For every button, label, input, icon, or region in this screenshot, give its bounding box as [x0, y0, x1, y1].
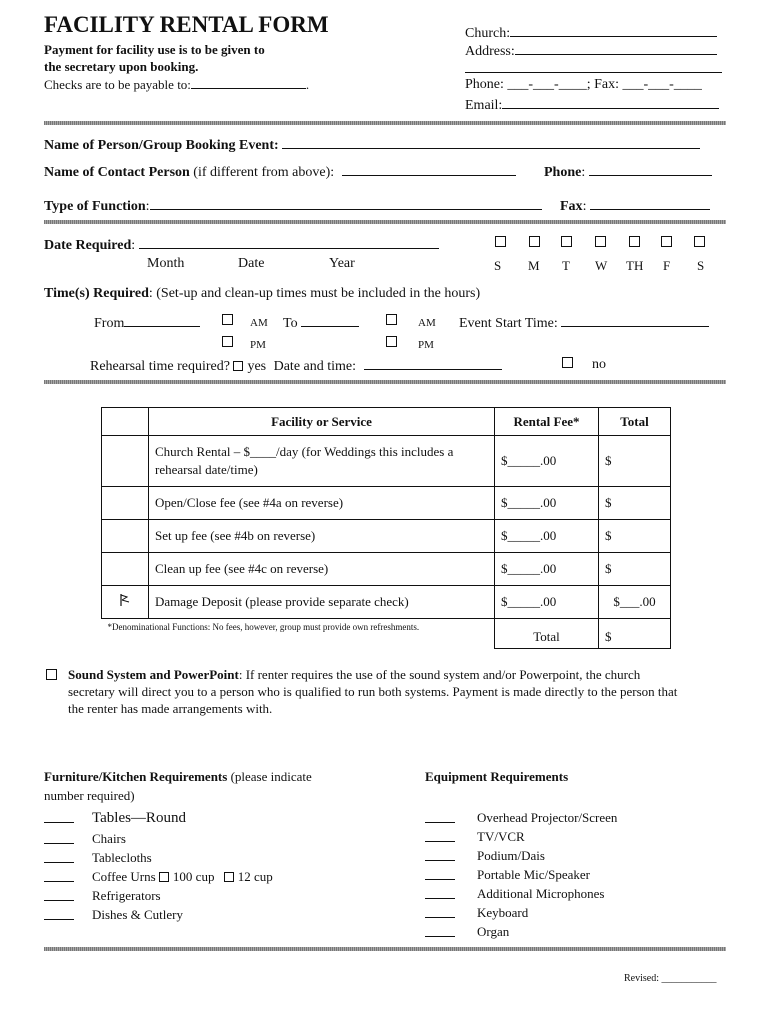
total-cell[interactable]: $___.00 [599, 586, 671, 619]
day-label-wednesday: W [595, 258, 608, 273]
table-row [102, 520, 671, 553]
from-am-label: AM [250, 317, 268, 329]
equipment-qty-podium[interactable] [425, 860, 455, 861]
table-row [102, 436, 671, 487]
table-cell [102, 436, 149, 487]
contact-phone-line: Phone: [544, 163, 712, 181]
sound-system-text: : If renter requires the use of the sound system and/or Powerpoint, the church [238, 667, 641, 682]
day-checkbox-thursday[interactable] [629, 236, 640, 247]
table-cell [102, 586, 149, 619]
date-required-field[interactable] [139, 236, 439, 249]
checks-payable-field[interactable] [191, 76, 306, 89]
month-caption: Month [147, 256, 185, 271]
email-label: Email: [465, 98, 503, 113]
person-group-line: Name of Person/Group Booking Event: [44, 136, 700, 154]
fees-footnote: *Denominational Functions: No fees, however, group must provide own refreshments. [107, 622, 420, 632]
furniture-qty-coffee-urns[interactable] [44, 881, 74, 882]
table-header-cell: Total [599, 408, 671, 436]
from-am-checkbox[interactable] [222, 314, 233, 325]
furniture-item-tablecloths: Tablecloths [92, 850, 152, 865]
grand-total-cell[interactable]: $ [599, 619, 671, 649]
table-cell [102, 553, 149, 586]
revised-note: Revised: ___________ [624, 973, 717, 984]
day-label-friday: F [663, 258, 671, 273]
total-cell[interactable]: $ [599, 553, 671, 586]
total-label: Total [495, 619, 599, 649]
rehearsal-no-label: no [592, 357, 606, 372]
contact-person-line [44, 163, 516, 181]
fax-field[interactable] [590, 197, 710, 210]
church-phone-fax[interactable]: Phone: ___-___-____; Fax: ___-___-____ [465, 77, 702, 92]
sound-system-line1 [68, 667, 640, 683]
furniture-qty-refrigerators[interactable] [44, 900, 74, 901]
equipment-title: Equipment Requirements [425, 769, 569, 784]
service-cell: Damage Deposit (please provide separate check) [149, 586, 495, 619]
contact-phone-label: Phone [544, 165, 582, 180]
church-line [465, 24, 717, 42]
equipment-qty-projector[interactable] [425, 822, 455, 823]
coffee-urns-line [92, 869, 273, 885]
furniture-title-note: (please indicate [227, 769, 312, 784]
urn-12-checkbox[interactable] [224, 872, 234, 882]
function-type-label: Type of Function [44, 199, 146, 214]
form-title: FACILITY RENTAL FORM [44, 12, 329, 37]
equipment-qty-microphones[interactable] [425, 898, 455, 899]
from-label: From [94, 316, 125, 331]
furniture-qty-chairs[interactable] [44, 843, 74, 844]
fee-cell[interactable]: $_____.00 [495, 436, 599, 487]
service-cell: Clean up fee (see #4c on reverse) [149, 553, 495, 586]
total-cell[interactable]: $ [599, 520, 671, 553]
service-cell: Set up fee (see #4b on reverse) [149, 520, 495, 553]
rehearsal-date-time-field[interactable] [364, 357, 502, 370]
furniture-qty-dishes[interactable] [44, 919, 74, 920]
total-cell[interactable]: $ [599, 436, 671, 487]
fax-line: Fax: [560, 197, 710, 215]
equipment-item-keyboard: Keyboard [477, 905, 529, 920]
furniture-item-tables: Tables—Round [92, 810, 186, 826]
event-start-label: Event Start Time: [459, 316, 558, 331]
table-row [102, 487, 671, 520]
total-cell[interactable]: $ [599, 487, 671, 520]
day-checkbox-monday[interactable] [529, 236, 540, 247]
equipment-qty-mic[interactable] [425, 879, 455, 880]
equipment-item-projector: Overhead Projector/Screen [477, 810, 618, 825]
to-label: To [283, 316, 298, 331]
from-pm-checkbox[interactable] [222, 336, 233, 347]
checks-payable-label: Checks are to be payable to: [44, 77, 191, 92]
date-caption: Date [238, 256, 265, 271]
day-checkbox-sunday[interactable] [495, 236, 506, 247]
to-pm-label: PM [418, 339, 434, 351]
checks-period: . [305, 77, 310, 92]
contact-person-note: (if different from above): [189, 165, 335, 180]
day-checkbox-friday[interactable] [661, 236, 672, 247]
urn-100-label: 100 cup [172, 869, 215, 884]
fee-cell[interactable]: $_____.00 [495, 586, 599, 619]
email-field[interactable] [502, 96, 719, 109]
service-cell: Open/Close fee (see #4a on reverse) [149, 487, 495, 520]
equipment-item-podium: Podium/Dais [477, 848, 545, 863]
furniture-item-chairs: Chairs [92, 831, 126, 846]
to-pm-checkbox[interactable] [386, 336, 397, 347]
email-line [465, 96, 719, 114]
furniture-qty-tables[interactable] [44, 822, 74, 823]
furniture-item-refrigerators: Refrigerators [92, 888, 161, 903]
equipment-qty-tv[interactable] [425, 841, 455, 842]
fee-cell[interactable]: $_____.00 [495, 520, 599, 553]
table-header-cell [102, 408, 149, 436]
furniture-title-line [44, 769, 312, 785]
times-required-label: Time(s) Required [44, 286, 149, 301]
equipment-item-organ: Organ [477, 924, 510, 939]
furniture-item-coffee-urns: Coffee Urns [92, 869, 156, 884]
day-label-monday: M [528, 258, 540, 273]
to-line [283, 314, 359, 332]
from-field[interactable] [124, 314, 200, 327]
function-type-field[interactable] [150, 197, 542, 210]
person-group-field[interactable] [282, 136, 700, 149]
table-header-cell: Facility or Service [149, 408, 495, 436]
urn-100-checkbox[interactable] [159, 872, 169, 882]
rehearsal-yes-label: yes [247, 359, 267, 374]
address-line [465, 42, 717, 60]
from-line [94, 314, 200, 332]
furniture-item-dishes: Dishes & Cutlery [92, 907, 183, 922]
urn-12-label: 12 cup [237, 869, 273, 884]
table-cell [102, 520, 149, 553]
divider [44, 220, 726, 224]
person-group-label: Name of Person/Group Booking Event [44, 138, 274, 153]
year-caption: Year [329, 256, 355, 271]
times-required-note: : (Set-up and clean-up times must be included in the hours) [148, 286, 481, 301]
flag-icon [118, 593, 132, 607]
divider [44, 121, 726, 125]
times-required-line [44, 286, 480, 302]
rehearsal-no-checkbox[interactable] [562, 357, 573, 368]
event-start-line [459, 314, 709, 332]
sound-system-line3: the renter has made arrangements with. [68, 701, 273, 716]
church-field[interactable] [510, 24, 717, 37]
to-field[interactable] [301, 314, 359, 327]
payment-note-line1: Payment for facility use is to be given to [44, 42, 265, 57]
divider [44, 947, 726, 951]
equipment-item-mic: Portable Mic/Speaker [477, 867, 590, 882]
date-required-line: Date Required: [44, 236, 439, 254]
sound-system-checkbox[interactable] [46, 669, 57, 680]
day-checkbox-saturday[interactable] [694, 236, 705, 247]
equipment-qty-keyboard[interactable] [425, 917, 455, 918]
fee-cell[interactable]: $_____.00 [495, 487, 599, 520]
contact-person-field[interactable] [342, 163, 516, 176]
sound-system-title: Sound System and PowerPoint [68, 667, 239, 682]
contact-person-label: Name of Contact Person [44, 165, 190, 180]
rehearsal-date-time-label: Date and time: [273, 359, 357, 374]
day-label-saturday: S [697, 258, 705, 273]
equipment-item-microphones: Additional Microphones [477, 886, 605, 901]
fee-cell[interactable]: $_____.00 [495, 553, 599, 586]
table-total-row [102, 619, 671, 649]
address-field-line2[interactable] [465, 72, 722, 73]
furniture-title: Furniture/Kitchen Requirements [44, 769, 228, 784]
day-label-thursday: TH [626, 258, 644, 273]
furniture-title-line2: number required) [44, 788, 135, 803]
day-label-sunday: S [494, 258, 502, 273]
table-row [102, 553, 671, 586]
sound-system-line2: secretary will direct you to a person who is qualified to run both systems. Payment is made directly to the person that [68, 684, 678, 699]
day-checkbox-tuesday[interactable] [561, 236, 572, 247]
address-field[interactable] [515, 42, 717, 55]
to-am-label: AM [418, 317, 436, 329]
equipment-item-tv: TV/VCR [477, 829, 525, 844]
table-header-cell: Rental Fee* [495, 408, 599, 436]
table-header-row [102, 408, 671, 436]
equipment-qty-organ[interactable] [425, 936, 455, 937]
to-am-checkbox[interactable] [386, 314, 397, 325]
table-cell [102, 487, 149, 520]
function-type-line: Type of Function: [44, 197, 542, 215]
church-label: Church: [465, 26, 511, 41]
day-label-tuesday: T [562, 258, 570, 273]
contact-phone-field[interactable] [589, 163, 712, 176]
checks-payable-line [44, 76, 309, 93]
service-cell: Church Rental – $____/day (for Weddings this includes a rehearsal date/time) [149, 436, 495, 487]
fax-label: Fax [560, 199, 583, 214]
payment-note-line2: the secretary upon booking. [44, 59, 199, 74]
event-start-field[interactable] [561, 314, 709, 327]
rehearsal-line [90, 357, 502, 375]
furniture-qty-tablecloths[interactable] [44, 862, 74, 863]
from-pm-label: PM [250, 339, 266, 351]
divider [44, 380, 726, 384]
rehearsal-label: Rehearsal time required? [90, 359, 230, 374]
date-required-label: Date Required [44, 238, 132, 253]
day-checkbox-wednesday[interactable] [595, 236, 606, 247]
rehearsal-yes-checkbox[interactable] [233, 361, 243, 371]
table-row [102, 586, 671, 619]
address-label: Address: [465, 44, 515, 59]
fees-table [101, 407, 671, 649]
